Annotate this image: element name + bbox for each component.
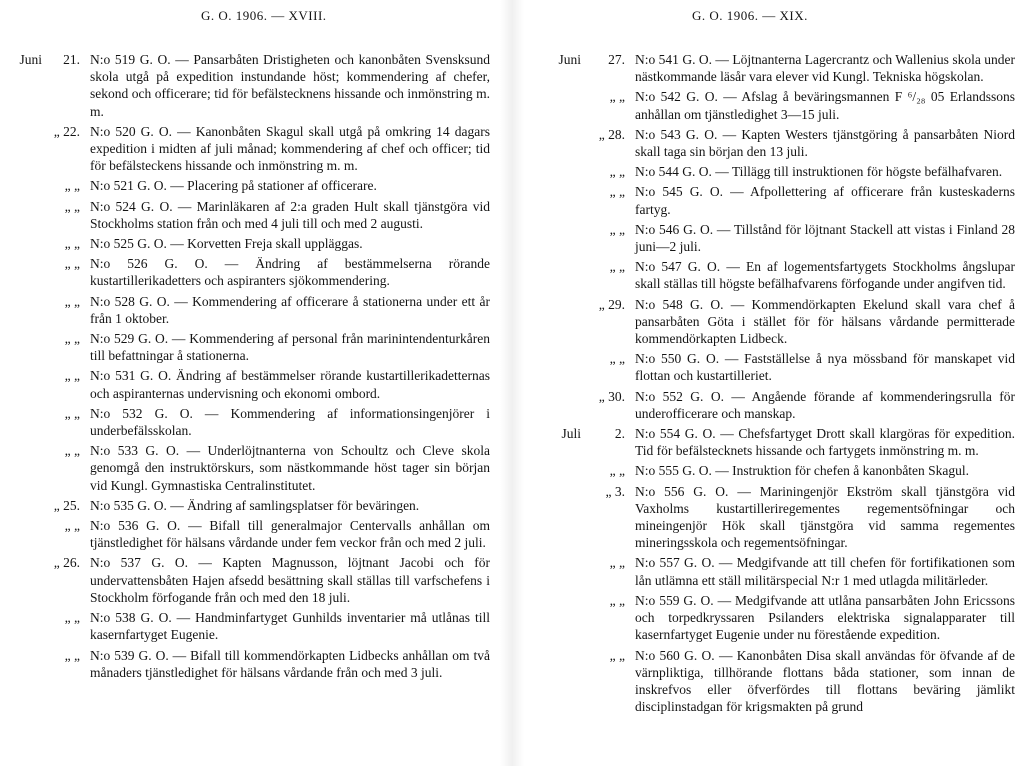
order-entry [535, 388, 1015, 422]
entry-day: „ „ [609, 463, 625, 479]
entry-month [0, 442, 46, 494]
entry-day: „ „ [64, 443, 80, 459]
entry-text: N:o 548 G. O. — Kommendörkapten Ekelund skall vara chef å pansarbåten Göta i stället för för hälsans vårdande permitterade kommendörkapten Lidbeck. [635, 296, 1015, 347]
entry-text: N:o 531 G. O. Ändring af bestämmelser rörande kustartillerikadetternas och aspiranternas undervisning och ekonomi ombord. [90, 368, 490, 401]
entry-month [0, 123, 46, 175]
entry-text: N:o 521 G. O. — Placering på stationer af officerare. [90, 178, 377, 194]
entry-text: N:o 528 G. O. — Kommendering af officerare å stationerna under ett år från 1 oktober. [90, 293, 490, 326]
entry-month [0, 177, 46, 194]
entry-month [0, 497, 46, 514]
entry-month [535, 258, 585, 292]
entry-day: „ 30. [598, 388, 625, 404]
entry-month [0, 293, 46, 327]
order-entry [535, 183, 1015, 217]
entry-day: „ 22. [53, 123, 80, 139]
right-page [512, 0, 1024, 766]
order-entry [535, 462, 1015, 479]
entry-month [0, 255, 46, 289]
entry-month [0, 554, 46, 606]
entry-month: Juli [561, 426, 581, 442]
order-entry [535, 126, 1015, 160]
entry-month [535, 221, 585, 255]
entry-day: „ „ [609, 184, 625, 200]
left-page-header: G. O. 1906. — XVIII. [201, 8, 327, 23]
order-entry [0, 330, 490, 364]
order-entry [0, 123, 490, 175]
entry-text: N:o 541 G. O. — Löjtnanterna Lagercrantz och Wallenius skola under nästkommande läsår vara elever vid Kungl. Tekniska högskolan. [635, 52, 1015, 85]
entry-day: „ „ [64, 647, 80, 663]
entry-text: N:o 559 G. O. — Medgifvande att utlåna pansarbåten John Ericssons och torpedkryssaren Psilanders elektriska signalapparater till kasernfartyget Eugenie under nu förestående expedition. [635, 592, 1015, 643]
entry-month [535, 296, 585, 348]
entry-month [535, 88, 585, 122]
entry-month [0, 235, 46, 252]
order-entry [0, 177, 490, 194]
entry-text: N:o 538 G. O. — Handminfartyget Gunhilds inventarier må utlånas till kasernfartyget Eugenie. [90, 610, 490, 643]
order-entry [0, 517, 490, 551]
entry-day: „ „ [64, 610, 80, 626]
order-entry [535, 221, 1015, 255]
order-entry [0, 367, 490, 401]
order-entry [535, 350, 1015, 384]
order-entry [0, 405, 490, 439]
entry-month [535, 350, 585, 384]
order-entry [0, 293, 490, 327]
entry-day: „ „ [64, 256, 80, 272]
entry-text: N:o 535 G. O. — Ändring af samlingsplatser för beväringen. [90, 497, 420, 513]
entry-text: N:o 539 G. O. — Bifall till kommendörkapten Lidbecks anhållan om två månaders tjänstledighet för hälsans vårdande från och med 3 juli. [90, 647, 490, 680]
entry-day: „ „ [609, 164, 625, 180]
order-entry [0, 554, 490, 606]
entry-text: N:o 546 G. O. — Tillstånd för löjtnant Stackell att vistas i Finland 28 juni—2 juli. [635, 221, 1015, 255]
order-entry [0, 609, 490, 643]
entry-text: N:o 557 G. O. — Medgifvande att till chefen för fortifikationen som lån utlämna ett ställ militärspecial N:r 1 med utlagda militärleder. [635, 555, 1015, 588]
entry-text: N:o 529 G. O. — Kommendering af personal från marinintendenturkåren till befattningar å stationerna. [90, 331, 490, 364]
entry-text: N:o 555 G. O. — Instruktion för chefen å kanonbåten Skagul. [635, 463, 970, 479]
order-entry [535, 592, 1015, 644]
entry-text: N:o 533 G. O. — Underlöjtnanterna von Schoultz och Cleve skola genomgå den instruktörskurs, som nästkommande höst tager sin början vid Kungl. Gymnastiska Centralinstitutet. [90, 443, 490, 493]
entry-text: N:o 519 G. O. — Pansarbåten Dristigheten och kanonbåten Svensksund skola utgå på expedition instundande höst; kommendering af chefer, sekond och officerare; tid för befälstecknens hissande och inmönstring m. m. [90, 52, 490, 119]
entry-text: N:o 550 G. O. — Fastställelse å nya mössband för manskapet vid flottan och kustartilleriet. [635, 351, 1015, 384]
entry-day: „ „ [609, 89, 625, 105]
entry-day: „ „ [64, 368, 80, 384]
entry-month [535, 592, 585, 644]
entry-month [0, 647, 46, 681]
entry-text: N:o 560 G. O. — Kanonbåten Disa skall användas för öfvande af de värnpliktiga, tillhörande flottans båda stationer, som innan de inskrefvos eller öfverfördes till flottans beväring jämlikt disciplinstadgan för krigsmakten på grund [635, 647, 1015, 715]
entry-month [535, 554, 585, 588]
order-entry [0, 235, 490, 252]
right-page-entries [535, 51, 1015, 718]
entry-month [535, 163, 585, 180]
entry-month: Juni [558, 52, 581, 67]
entry-text: N:o 556 G. O. — Mariningenjör Ekström skall tjänstgöra vid Vaxholms kustartilleriregementes regementsöfningar och mineingenjör Hök skall tjänstgöra vid samma regementes mineringsskola och regementsöfningar. [635, 483, 1015, 551]
entry-text: N:o 532 G. O. — Kommendering af informationsingenjörer i underbefälsskolan. [90, 405, 490, 439]
entry-text: N:o 542 G. O. — Afslag å beväringsmannen F ⁶/₂₈ 05 Erlandssons anhållan om tjänstledighet 3—15 juli. [635, 89, 1015, 122]
entry-text: N:o 545 G. O. — Afpollettering af officerare från kusteskaderns fartyg. [635, 184, 1015, 217]
entry-day: „ 26. [53, 555, 80, 571]
entry-day: „ 3. [605, 483, 625, 499]
order-entry [535, 296, 1015, 348]
entry-day: „ „ [609, 647, 625, 663]
entry-day: „ „ [64, 198, 80, 214]
order-entry [535, 554, 1015, 588]
entry-month [535, 483, 585, 552]
entry-month [535, 462, 585, 479]
order-entry [0, 198, 490, 232]
entry-day: „ „ [609, 221, 625, 237]
order-entry [0, 647, 490, 681]
entry-text: N:o 554 G. O. — Chefsfartyget Drott skall klargöras för expedition. Tid för befälstecknets hissande och fartygets inmönstring m. m. [635, 426, 1015, 459]
order-entry [535, 647, 1015, 716]
left-page-entries [0, 51, 490, 684]
entry-text: N:o 543 G. O. — Kapten Westers tjänstgöring å pansarbåten Niord skall taga sin början den 13 juli. [635, 126, 1015, 160]
entry-text: N:o 547 G. O. — En af logementsfartygets Stockholms ångslupar skall ställas till högste befälhafvarens förfogande under angifven tid. [635, 259, 1015, 292]
order-entry [535, 51, 1015, 85]
entry-day: 27. [608, 52, 625, 67]
entry-day: „ 28. [598, 126, 625, 142]
entry-day: „ „ [609, 351, 625, 367]
entry-month [0, 330, 46, 364]
entry-text: N:o 520 G. O. — Kanonbåten Skagul skall utgå på omkring 14 dagars expedition i midten af juli månad; kommendering af chef och officer; tid för befälsteckens hissande och inmönstring m. m. [90, 123, 490, 174]
entry-text: N:o 537 G. O. — Kapten Magnusson, löjtnant Jacobi och för undervattensbåten Hajen afsedd besättning skall ställas till varfschefens i Stockholm förfogande från och med den 18 juli. [90, 555, 490, 605]
entry-day: „ „ [609, 555, 625, 571]
order-entry [535, 88, 1015, 122]
entry-text: N:o 525 G. O. — Korvetten Freja skall uppläggas. [90, 236, 363, 252]
order-entry [535, 258, 1015, 292]
order-entry [535, 483, 1015, 552]
entry-day: „ „ [609, 592, 625, 608]
entry-month [0, 517, 46, 551]
entry-day: 21. [63, 52, 80, 67]
order-entry [0, 497, 490, 514]
entry-day: 2. [614, 426, 625, 442]
entry-month [535, 183, 585, 217]
entry-month [0, 405, 46, 439]
entry-day: „ „ [64, 518, 80, 534]
entry-month [535, 388, 585, 422]
order-entry [535, 425, 1015, 459]
order-entry [535, 163, 1015, 180]
entry-day: „ „ [64, 236, 80, 252]
order-entry [0, 255, 490, 289]
entry-day: „ 29. [598, 296, 625, 312]
entry-text: N:o 552 G. O. — Angående förande af kommenderingsrulla för underofficerare och manskap. [635, 388, 1015, 421]
entry-month [0, 609, 46, 643]
entry-text: N:o 536 G. O. — Bifall till generalmajor Centervalls anhållan om tjänstledighet för hälsans vårdande under fem veckor från och med 2 juli. [90, 518, 490, 551]
right-page-header: G. O. 1906. — XIX. [692, 8, 808, 23]
entry-month [0, 367, 46, 401]
entry-month [535, 647, 585, 716]
entry-text: N:o 544 G. O. — Tillägg till instruktionen för högste befälhafvaren. [635, 164, 1003, 180]
entry-month [0, 198, 46, 232]
order-entry [0, 442, 490, 494]
entry-day: „ „ [64, 293, 80, 309]
entry-text: N:o 526 G. O. — Ändring af bestämmelserna rörande kustartillerikadetters och aspiranters sjökommendering. [90, 256, 490, 289]
entry-day: „ „ [64, 405, 80, 421]
order-entry [0, 51, 490, 120]
entry-text: N:o 524 G. O. — Marinläkaren af 2:a graden Hult skall tjänstgöra vid Stockholms station från och med 4 juli till och med 2 augusti. [90, 198, 490, 231]
entry-day: „ „ [609, 259, 625, 275]
entry-month: Juni [19, 52, 42, 67]
entry-day: „ 25. [53, 497, 80, 513]
entry-day: „ „ [64, 331, 80, 347]
entry-month [535, 126, 585, 160]
entry-day: „ „ [64, 178, 80, 194]
